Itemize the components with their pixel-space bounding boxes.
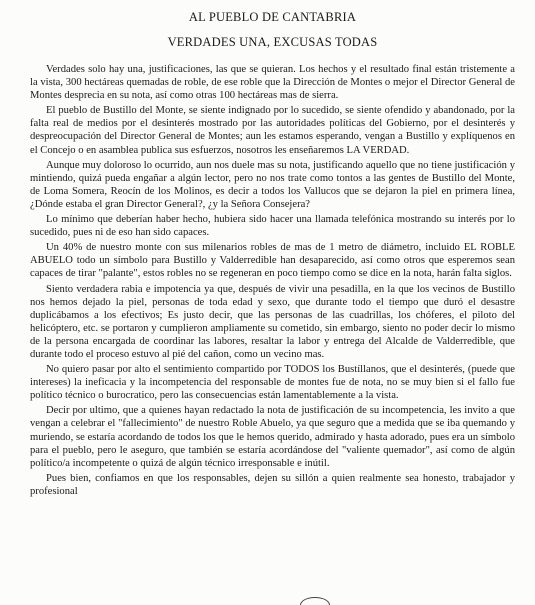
paragraph-6: Siento verdadera rabia e impotencia ya que, después de vivir una pesadilla, en la que los vecinos de Bustillo nos hemos dejado la piel, personas de toda edad y sexo, que durante todo el tiempo que duró el desastre duplicábamos a los efectivos; Es justo decir, que las personas de las cuadrillas, los chóferes, el piloto del helicóptero, etc. se portaron y cumplieron ampliamente su cometido, sin embargo, siento no poder decir lo mismo de la persona encargada de coordinar las labores, resaltar la labor y entrega del Alcalde de Valderredible, que durante todo el proceso estuvo al pié del cañon, como un vecino mas. <box>30 283 515 360</box>
letter-body <box>30 10 515 500</box>
paragraph-9: Pues bien, confiamos en que los responsables, dejen su sillón a quien realmente sea honesto, trabajador y profesional <box>30 472 515 497</box>
document-subtitle: VERDADES UNA, EXCUSAS TODAS <box>167 35 378 49</box>
paragraph-5: Un 40% de nuestro monte con sus milenarios robles de mas de 1 metro de diámetro, incluido EL ROBLE ABUELO todo un símbolo para Bustillo y Valderredible han desaparecido, así como otros que esperemos sean capaces de tirar "palante", estos robles no se regeneran en poco tiempo como se dice en la nota, harán falta siglos. <box>30 242 515 280</box>
paragraph-8: Decir por ultimo, que a quienes hayan redactado la nota de justificación de su incompetencia, les invito a que vengan a celebrar el "fallecimiento" de nuestro Roble Abuelo, ya que seguro que a medida que se iba quemando y muriendo, se estaría acordando de todos los que le hemos querido, admirado y hasta adorado, pues era un símbolo para el pueblo, pero le aseguro, que también se estaría acordándose del "valiente quemador", así como de algún político/a incompetente o quizá de algún técnico irresponsable e inútil. <box>30 405 515 469</box>
paragraph-7: No quiero pasar por alto el sentimiento compartido por TODOS los Bustíllanos, que el desinterés, (puede que intereses) la ineficacia y la incompetencia del responsable de montes fue de nota, no se muy bien si el fallo fue político técnico o burocratico, pero las consecuencias están lamentablemente a la vista. <box>30 364 515 402</box>
page-number-mark <box>300 597 330 605</box>
document-title: AL PUEBLO DE CANTABRIA <box>188 10 357 24</box>
paragraph-3: Aunque muy doloroso lo ocurrido, aun nos duele mas su nota, justificando aquello que no tiene justificación y mintiendo, quizá pueda engañar a algún lector, pero no nos trate como tontos a las gentes de Bustillo del Monte, de Loma Somera, Reocín de los Molinos, es decir a todos los Vallucos que se dejaron la piel en primera línea, ¿Dónde estaba el gran Director General?, ¿y la Señora Consejera? <box>30 159 515 210</box>
paragraph-4: Lo mínimo que deberían haber hecho, hubiera sido hacer una llamada telefónica mostrando su interés por lo sucedido, pues ni de eso han sido capaces. <box>30 214 515 239</box>
paragraph-1: Verdades solo hay una, justificaciones, las que se quieran. Los hechos y el resultado final están tristemente a la vista, 300 hectáreas quemadas de roble, de ese roble que la Dirección de Montes o mejor el Director General de Montes desprecia en su nota, así como otras 100 hectáreas mas de sierra. <box>30 64 515 102</box>
paragraph-2: El pueblo de Bustillo del Monte, se siente indignado por lo sucedido, se siente ofendido y abandonado, por la falta real de medios por el desinterés mostrado por las autoridades políticas del Gobierno, por el desinterés y despreocupación del Director General de Montes; aun les estamos esperando, vengan a Bustillo y explíquenos en el Concejo o en asamblea publica sus esfuerzos, nosotros les enseñaremos LA VERDAD. <box>30 105 515 156</box>
